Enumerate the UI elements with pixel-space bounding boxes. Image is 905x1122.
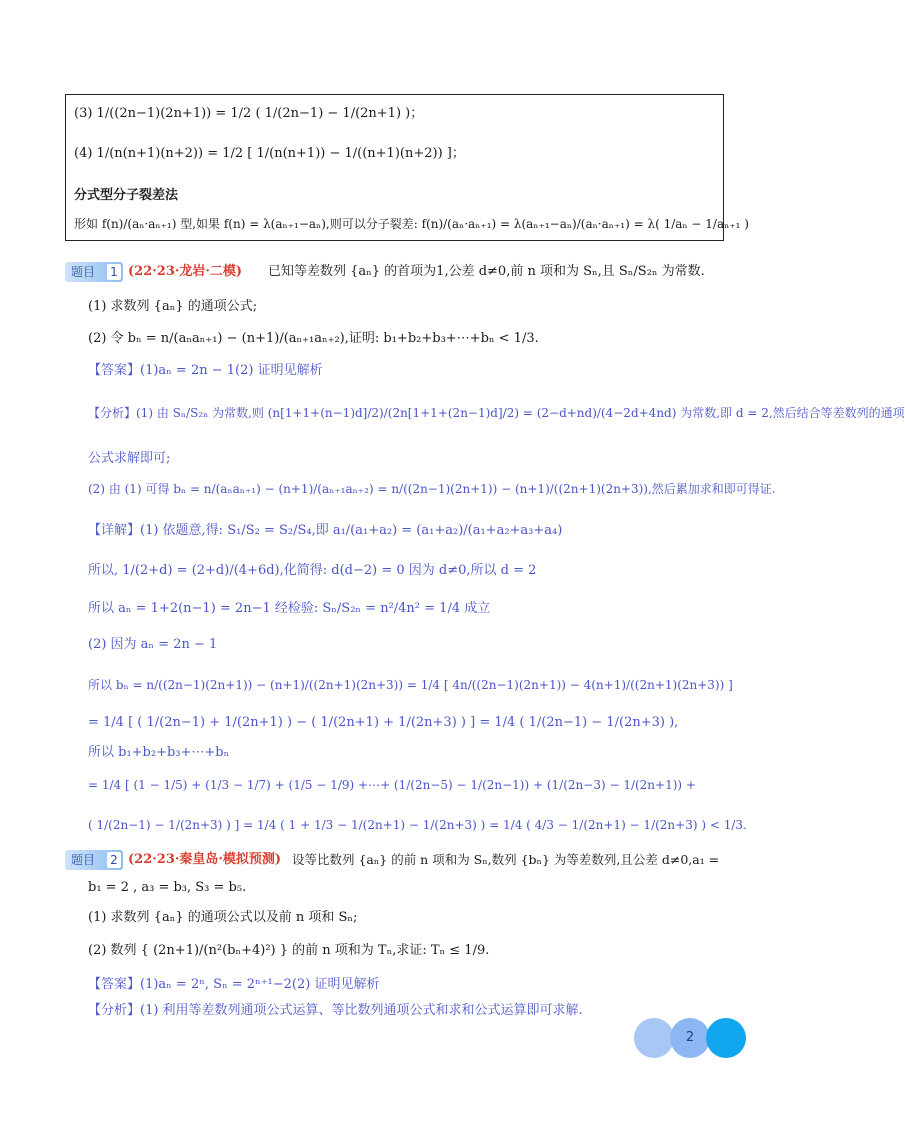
question-tag-number: 1 bbox=[107, 264, 121, 280]
box-heading: 分式型分子裂差法 bbox=[74, 188, 179, 203]
q1-analysis-3: (2) 由 (1) 可得 bₙ = n/(aₙaₙ₊₁) − (n+1)/(aₙ₊₁aₙ₊₂) = n/((2n−1)(2n+1)) − (n+1)/((2n+1)(2n+3)),然后累加求和即可得证. bbox=[88, 482, 776, 496]
formula-4: (4) 1/(n(n+1)(n+2)) = 1/2 [ 1/(n(n+1)) − 1/((n+1)(n+2)) ]； bbox=[74, 146, 465, 161]
q1-part-2: (2) 令 bₙ = n/(aₙaₙ₊₁) − (n+1)/(aₙ₊₁aₙ₊₂),证明: b₁+b₂+b₃+⋯+bₙ < 1/3. bbox=[88, 331, 539, 346]
page-circle-left bbox=[634, 1018, 674, 1058]
q2-part-2: (2) 数列 { (2n+1)/(n²(bₙ+4)²) } 的前 n 项和为 Tₙ,求证: Tₙ ≤ 1/9. bbox=[88, 943, 490, 958]
q1-detail-7: 所以 b₁+b₂+b₃+⋯+bₙ bbox=[88, 745, 230, 760]
question-tag-number: 2 bbox=[107, 852, 121, 868]
q2-stem-1: 设等比数列 {aₙ} 的前 n 项和为 Sₙ,数列 {bₙ} 为等差数列,且公差 d≠0,a₁ = bbox=[292, 852, 720, 867]
question-tag-label: 题目 bbox=[71, 853, 96, 867]
q1-part-1: (1) 求数列 {aₙ} 的通项公式; bbox=[88, 299, 258, 314]
q1-detail-3: 所以 aₙ = 1+2(n−1) = 2n−1 经检验: Sₙ/S₂ₙ = n²/4n² = 1/4 成立 bbox=[88, 601, 491, 616]
q1-detail-4: (2) 因为 aₙ = 2n − 1 bbox=[88, 637, 218, 652]
q1-analysis-2: 公式求解即可; bbox=[88, 451, 171, 466]
question-tag-label: 题目 bbox=[71, 265, 96, 279]
page-circle-right bbox=[706, 1018, 746, 1058]
q1-source: (22·23·龙岩·二模) bbox=[128, 264, 243, 279]
q1-analysis-1: 【分析】(1) 由 Sₙ/S₂ₙ 为常数,则 (n[1+1+(n−1)d]/2)/(2n[1+1+(2n−1)d]/2) = (2−d+nd)/(4−2d+4nd) 为常数,即 d = 2,然后结合等差数列的通项 bbox=[88, 406, 905, 420]
q1-stem: 已知等差数列 {aₙ} 的首项为1,公差 d≠0,前 n 项和为 Sₙ,且 Sₙ/S₂ₙ 为常数. bbox=[268, 264, 705, 279]
formula-fraction-split: 形如 f(n)/(aₙ·aₙ₊₁) 型,如果 f(n) = λ(aₙ₊₁−aₙ),则可以分子裂差: f(n)/(aₙ·aₙ₊₁) = λ(aₙ₊₁−aₙ)/(aₙ·aₙ₊₁) = λ( 1/aₙ − 1/aₙ₊₁ ) bbox=[74, 217, 749, 231]
q2-analysis: 【分析】(1) 利用等差数列通项公式运算、等比数列通项公式和求和公式运算即可求解. bbox=[88, 1003, 583, 1018]
q1-detail-5: 所以 bₙ = n/((2n−1)(2n+1)) − (n+1)/((2n+1)(2n+3)) = 1/4 [ 4n/((2n−1)(2n+1)) − 4(n+1)/((2n+1)(2n+3)) ] bbox=[88, 678, 733, 692]
q2-stem-2: b₁ = 2 , a₃ = b₃, S₃ = b₅. bbox=[88, 880, 247, 895]
q1-detail-2: 所以, 1/(2+d) = (2+d)/(4+6d),化简得: d(d−2) = 0 因为 d≠0,所以 d = 2 bbox=[88, 563, 537, 578]
q2-answer: 【答案】(1)aₙ = 2ⁿ, Sₙ = 2ⁿ⁺¹−2(2) 证明见解析 bbox=[88, 977, 380, 992]
formula-3: (3) 1/((2n−1)(2n+1)) = 1/2 ( 1/(2n−1) − 1/(2n+1) )； bbox=[74, 106, 424, 121]
q1-detail-9: ( 1/(2n−1) − 1/(2n+3) ) ] = 1/4 ( 1 + 1/3 − 1/(2n+1) − 1/(2n+3) ) = 1/4 ( 4/3 − 1/(2n+1) − 1/(2n+3) ) < 1/3. bbox=[88, 818, 747, 832]
formula-box bbox=[65, 94, 749, 241]
page-number: 2 bbox=[670, 1018, 710, 1058]
q1-detail-6: = 1/4 [ ( 1/(2n−1) + 1/(2n+1) ) − ( 1/(2n+1) + 1/(2n+3) ) ] = 1/4 ( 1/(2n−1) − 1/(2n+3) ), bbox=[88, 715, 679, 730]
q2-source: (22·23·秦皇岛·模拟预测) bbox=[128, 852, 282, 867]
question-tag-1 bbox=[65, 262, 123, 282]
q1-detail-8: = 1/4 [ (1 − 1/5) + (1/3 − 1/7) + (1/5 − 1/9) +⋯+ (1/(2n−5) − 1/(2n−1)) + (1/(2n−3) − 1/(2n+1)) + bbox=[88, 778, 696, 792]
q1-detail-1: 【详解】(1) 依题意,得: S₁/S₂ = S₂/S₄,即 a₁/(a₁+a₂) = (a₁+a₂)/(a₁+a₂+a₃+a₄) bbox=[88, 523, 563, 538]
q1-answer: 【答案】(1)aₙ = 2n − 1(2) 证明见解析 bbox=[88, 363, 323, 378]
question-tag-2 bbox=[65, 850, 123, 870]
page-number-badge bbox=[634, 1018, 746, 1058]
q2-part-1: (1) 求数列 {aₙ} 的通项公式以及前 n 项和 Sₙ; bbox=[88, 910, 358, 925]
